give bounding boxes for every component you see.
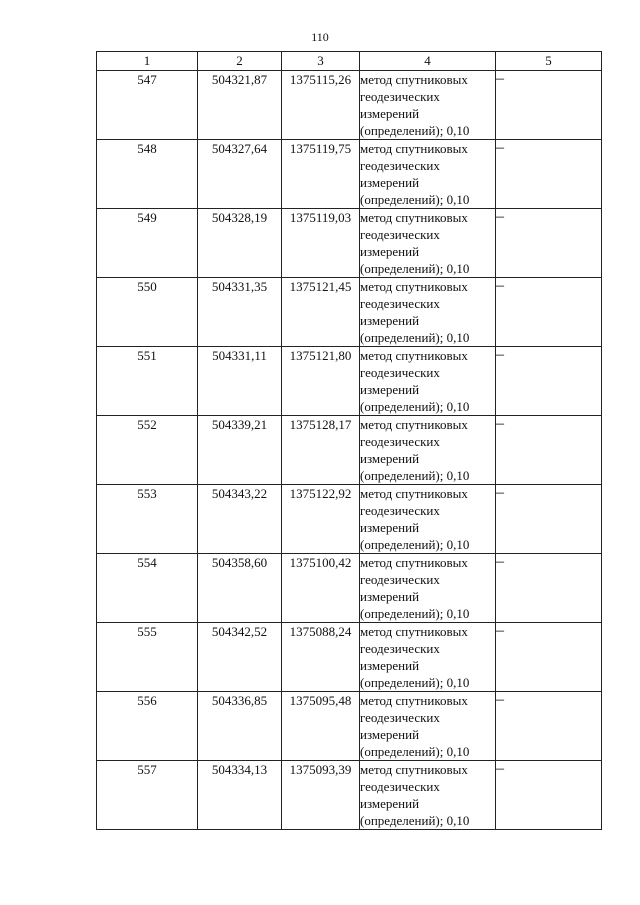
table-row xyxy=(97,416,602,485)
method-text-line: (определений); 0,10 xyxy=(360,675,470,690)
column-header-3: 3 xyxy=(282,52,360,71)
table-row xyxy=(97,140,602,209)
x-coordinate-cell: 504334,13 xyxy=(198,761,282,830)
note-cell: – xyxy=(496,692,602,761)
page-number: 110 xyxy=(311,30,329,44)
method-text-line: геодезических xyxy=(360,158,440,173)
method-cell xyxy=(360,347,496,416)
method-text-line: геодезических xyxy=(360,503,440,518)
x-coordinate-cell: 504339,21 xyxy=(198,416,282,485)
point-number-cell: 550 xyxy=(97,278,198,347)
x-coordinate-cell: 504321,87 xyxy=(198,71,282,140)
note-cell: – xyxy=(496,485,602,554)
method-text-line: геодезических xyxy=(360,296,440,311)
table-row xyxy=(97,761,602,830)
method-text-line: (определений); 0,10 xyxy=(360,468,470,483)
note-cell: – xyxy=(496,140,602,209)
method-text-line: (определений); 0,10 xyxy=(360,123,470,138)
table-body xyxy=(97,71,602,830)
method-text-line: метод спутниковых xyxy=(360,762,468,777)
y-coordinate-cell: 1375121,45 xyxy=(282,278,360,347)
method-text-line: измерений xyxy=(360,313,420,328)
method-cell xyxy=(360,140,496,209)
note-cell: – xyxy=(496,71,602,140)
method-text-line: геодезических xyxy=(360,365,440,380)
x-coordinate-cell: 504327,64 xyxy=(198,140,282,209)
y-coordinate-cell: 1375119,03 xyxy=(282,209,360,278)
table-row xyxy=(97,347,602,416)
method-text-line: измерений xyxy=(360,451,420,466)
method-text-line: метод спутниковых xyxy=(360,72,468,87)
x-coordinate-cell: 504358,60 xyxy=(198,554,282,623)
x-coordinate-cell: 504328,19 xyxy=(198,209,282,278)
y-coordinate-cell: 1375119,75 xyxy=(282,140,360,209)
x-coordinate-cell: 504336,85 xyxy=(198,692,282,761)
method-text-line: (определений); 0,10 xyxy=(360,261,470,276)
method-cell xyxy=(360,761,496,830)
y-coordinate-cell: 1375093,39 xyxy=(282,761,360,830)
coordinates-table xyxy=(96,51,602,830)
x-coordinate-cell: 504331,11 xyxy=(198,347,282,416)
y-coordinate-cell: 1375115,26 xyxy=(282,71,360,140)
method-text-line: метод спутниковых xyxy=(360,417,468,432)
method-text-line: (определений); 0,10 xyxy=(360,606,470,621)
table-header-row xyxy=(97,52,602,71)
method-text-line: измерений xyxy=(360,727,420,742)
x-coordinate-cell: 504342,52 xyxy=(198,623,282,692)
method-text-line: метод спутниковых xyxy=(360,348,468,363)
method-text-line: геодезических xyxy=(360,641,440,656)
method-text-line: геодезических xyxy=(360,710,440,725)
point-number-cell: 552 xyxy=(97,416,198,485)
column-header-5: 5 xyxy=(496,52,602,71)
y-coordinate-cell: 1375088,24 xyxy=(282,623,360,692)
method-text-line: измерений xyxy=(360,796,420,811)
table-row xyxy=(97,278,602,347)
note-cell: – xyxy=(496,554,602,623)
method-text-line: метод спутниковых xyxy=(360,210,468,225)
table-row xyxy=(97,554,602,623)
method-cell xyxy=(360,485,496,554)
method-cell xyxy=(360,416,496,485)
note-cell: – xyxy=(496,623,602,692)
method-text-line: (определений); 0,10 xyxy=(360,399,470,414)
point-number-cell: 553 xyxy=(97,485,198,554)
x-coordinate-cell: 504343,22 xyxy=(198,485,282,554)
point-number-cell: 551 xyxy=(97,347,198,416)
y-coordinate-cell: 1375095,48 xyxy=(282,692,360,761)
table-row xyxy=(97,71,602,140)
method-text-line: измерений xyxy=(360,658,420,673)
point-number-cell: 554 xyxy=(97,554,198,623)
table-row xyxy=(97,692,602,761)
note-cell: – xyxy=(496,347,602,416)
method-text-line: (определений); 0,10 xyxy=(360,813,470,828)
method-text-line: измерений xyxy=(360,589,420,604)
method-text-line: измерений xyxy=(360,382,420,397)
x-coordinate-cell: 504331,35 xyxy=(198,278,282,347)
point-number-cell: 556 xyxy=(97,692,198,761)
note-cell: – xyxy=(496,416,602,485)
y-coordinate-cell: 1375122,92 xyxy=(282,485,360,554)
y-coordinate-cell: 1375128,17 xyxy=(282,416,360,485)
method-text-line: метод спутниковых xyxy=(360,624,468,639)
method-text-line: измерений xyxy=(360,520,420,535)
note-cell: – xyxy=(496,761,602,830)
y-coordinate-cell: 1375100,42 xyxy=(282,554,360,623)
point-number-cell: 557 xyxy=(97,761,198,830)
method-text-line: геодезических xyxy=(360,89,440,104)
method-text-line: (определений); 0,10 xyxy=(360,192,470,207)
column-header-1: 1 xyxy=(97,52,198,71)
point-number-cell: 547 xyxy=(97,71,198,140)
method-text-line: геодезических xyxy=(360,572,440,587)
method-cell xyxy=(360,278,496,347)
method-text-line: геодезических xyxy=(360,227,440,242)
method-text-line: геодезических xyxy=(360,434,440,449)
note-cell: – xyxy=(496,278,602,347)
method-text-line: (определений); 0,10 xyxy=(360,744,470,759)
table-row xyxy=(97,209,602,278)
method-text-line: метод спутниковых xyxy=(360,279,468,294)
point-number-cell: 555 xyxy=(97,623,198,692)
method-cell xyxy=(360,692,496,761)
method-text-line: измерений xyxy=(360,106,420,121)
method-cell xyxy=(360,71,496,140)
method-text-line: измерений xyxy=(360,244,420,259)
point-number-cell: 549 xyxy=(97,209,198,278)
point-number-cell: 548 xyxy=(97,140,198,209)
method-text-line: метод спутниковых xyxy=(360,693,468,708)
method-text-line: метод спутниковых xyxy=(360,486,468,501)
method-cell xyxy=(360,623,496,692)
method-text-line: (определений); 0,10 xyxy=(360,537,470,552)
method-text-line: измерений xyxy=(360,175,420,190)
table-row xyxy=(97,485,602,554)
table-row xyxy=(97,623,602,692)
column-header-4: 4 xyxy=(360,52,496,71)
method-text-line: геодезических xyxy=(360,779,440,794)
method-cell xyxy=(360,209,496,278)
method-text-line: метод спутниковых xyxy=(360,141,468,156)
column-header-2: 2 xyxy=(198,52,282,71)
y-coordinate-cell: 1375121,80 xyxy=(282,347,360,416)
note-cell: – xyxy=(496,209,602,278)
method-text-line: метод спутниковых xyxy=(360,555,468,570)
method-cell xyxy=(360,554,496,623)
method-text-line: (определений); 0,10 xyxy=(360,330,470,345)
